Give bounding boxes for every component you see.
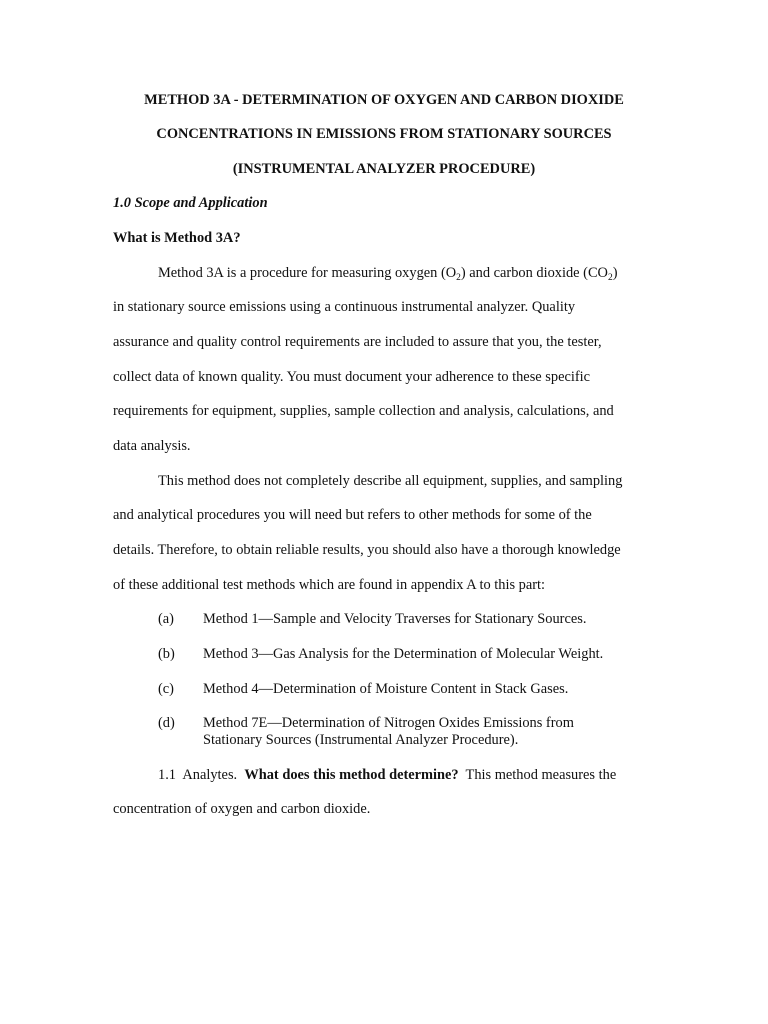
- para1-text-a: Method 3A is a procedure for measuring oxygen (O: [158, 265, 457, 281]
- para2-line-4: of these additional test methods which are found in appendix A to this part:: [113, 577, 546, 593]
- list-item-b-text: Method 3—Gas Analysis for the Determination of Molecular Weight.: [203, 646, 604, 662]
- para1-line-1: [158, 264, 618, 282]
- list-item-b-label: (b): [158, 646, 175, 662]
- o2-subscript: 2: [456, 273, 461, 283]
- analytes-prefix: 1.1 Analytes.: [158, 767, 245, 783]
- list-item-d-text: Method 7E—Determination of Nitrogen Oxides Emissions from: [203, 715, 574, 731]
- para2-line-2: and analytical procedures you will need but refers to other methods for some of the: [113, 507, 592, 523]
- para1-line-6: data analysis.: [113, 438, 191, 454]
- co2-subscript: 2: [607, 273, 613, 283]
- para1-line-3: assurance and quality control requirements are included to assure that you, the tester,: [113, 334, 602, 350]
- section-question: What is Method 3A?: [113, 230, 241, 246]
- list-item-d-label: (d): [158, 715, 175, 731]
- para1-line-5: requirements for equipment, supplies, sample collection and analysis, calculations, and: [113, 403, 614, 419]
- para1-line-4: collect data of known quality. You must document your adherence to these specific: [113, 369, 591, 385]
- list-item-c-label: (c): [158, 681, 174, 697]
- para2-line-3: details. Therefore, to obtain reliable results, you should also have a thorough knowledge: [113, 542, 621, 558]
- para1-text-c: ): [612, 265, 618, 281]
- para1-line-2: in stationary source emissions using a continuous instrumental analyzer. Quality: [113, 299, 576, 315]
- list-item-c-text: Method 4—Determination of Moisture Content in Stack Gases.: [203, 681, 569, 697]
- analytes-question: What does this method determine?: [244, 767, 459, 783]
- list-item-d-text-2: Stationary Sources (Instrumental Analyzer Procedure).: [203, 732, 519, 748]
- list-item-a-label: (a): [158, 611, 174, 627]
- analytes-suffix: This method measures the: [458, 767, 617, 783]
- para2-line-1: This method does not completely describe all equipment, supplies, and sampling: [158, 473, 623, 489]
- analytes-line-2: concentration of oxygen and carbon dioxide.: [113, 801, 371, 817]
- title-line-3: (INSTRUMENTAL ANALYZER PROCEDURE): [232, 161, 536, 177]
- para1-text-b: ) and carbon dioxide (CO: [460, 265, 608, 281]
- section-heading: 1.0 Scope and Application: [113, 195, 268, 211]
- list-item-a-text: Method 1—Sample and Velocity Traverses for Stationary Sources.: [203, 611, 587, 627]
- title-line-1: METHOD 3A - DETERMINATION OF OXYGEN AND CARBON DIOXIDE: [144, 92, 624, 108]
- analytes-line-1: [158, 766, 616, 784]
- title-line-2: CONCENTRATIONS IN EMISSIONS FROM STATIONARY SOURCES: [156, 126, 612, 142]
